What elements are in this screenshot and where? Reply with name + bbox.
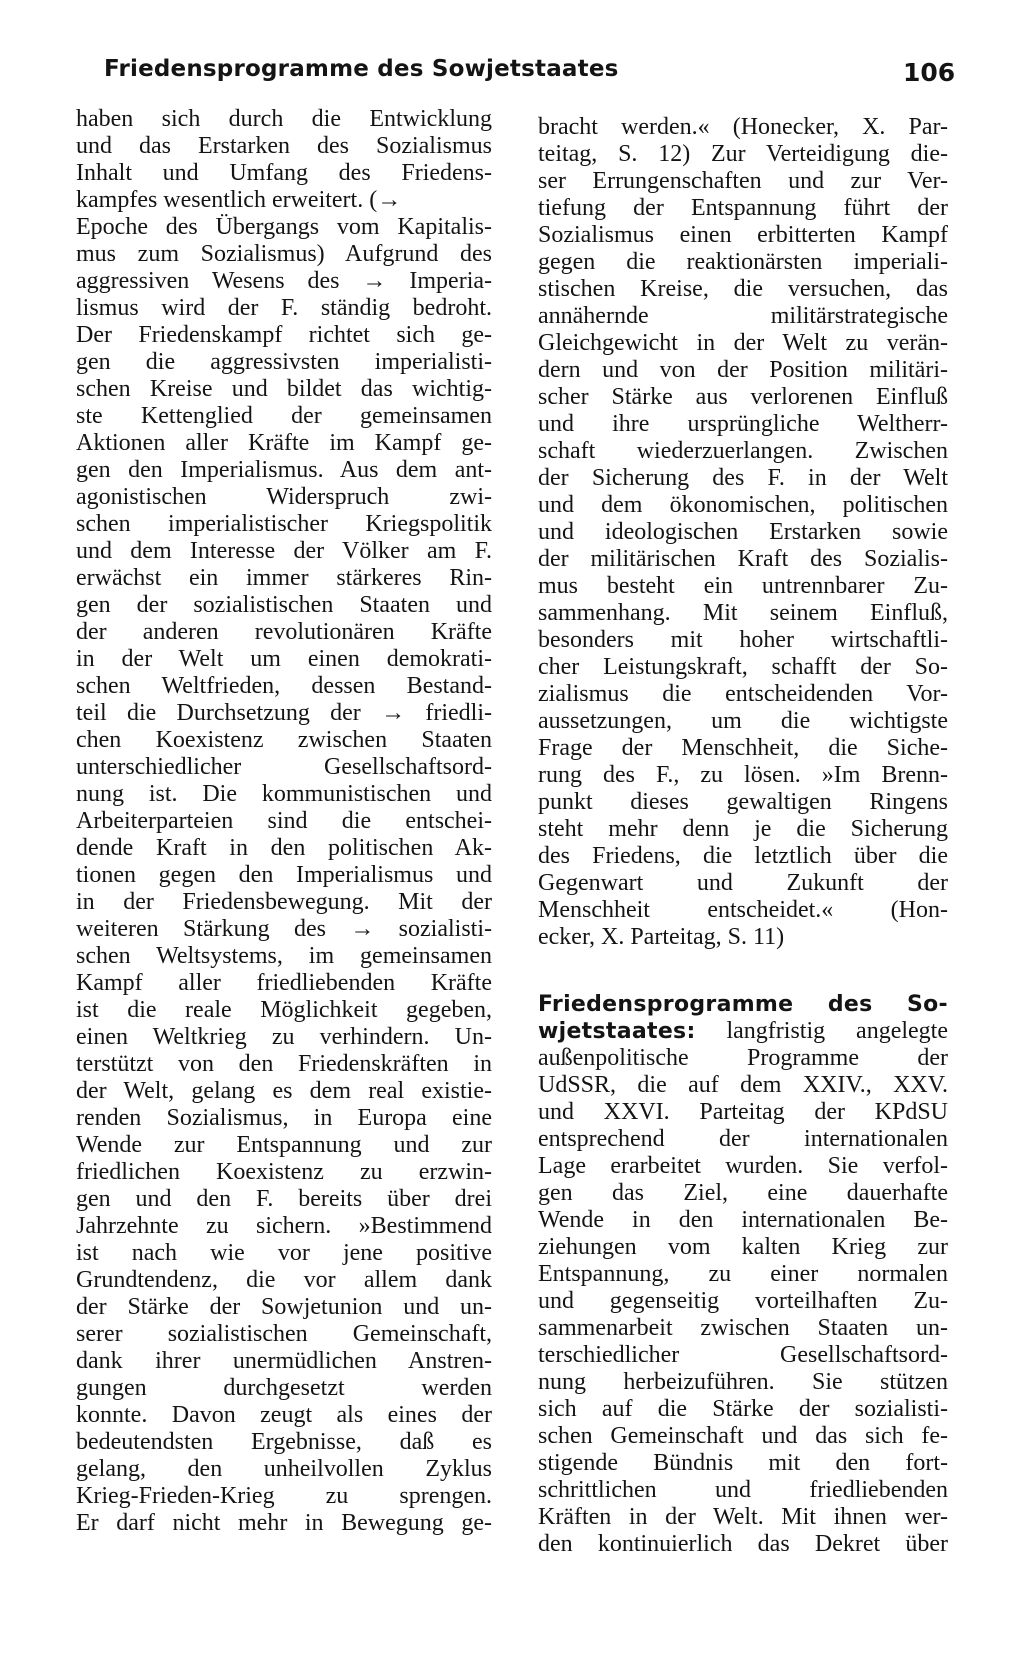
text-line: in der Welt um einen demokrati-: [76, 646, 492, 672]
text-line: ist die reale Möglichkeit gegeben,: [76, 997, 492, 1023]
text-line: Krieg-Frieden-Krieg zu sprengen.: [76, 1483, 492, 1509]
text-line: dende Kraft in den politischen Ak-: [76, 835, 492, 861]
text-line: ziehungen vom kalten Krieg zur: [538, 1234, 948, 1260]
text-line: schen Weltsystems, im gemeinsamen: [76, 943, 492, 969]
text-line: serer sozialistischen Gemeinschaft,: [76, 1321, 492, 1347]
text-line: renden Sozialismus, in Europa eine: [76, 1105, 492, 1131]
text-line: und dem Interesse der Völker am F.: [76, 538, 492, 564]
text-line: kampfes wesentlich erweitert. (→: [76, 187, 402, 213]
right-text-column: [538, 114, 948, 1558]
left-text-column: [76, 106, 492, 1537]
text-line: der Sicherung des F. in der Welt: [538, 465, 948, 491]
text-line: nung ist. Die kommunistischen und: [76, 781, 492, 807]
text-line: Menschheit entscheidet.« (Hon-: [538, 897, 948, 923]
text-line: gegen die reaktionärsten imperiali-: [538, 249, 948, 275]
text-line: nung herbeizuführen. Sie stützen: [538, 1369, 948, 1395]
text-line: schen Weltfrieden, dessen Bestand-: [76, 673, 492, 699]
text-line: schen imperialistischer Kriegspolitik: [76, 511, 492, 537]
text-line: und gegenseitig vorteilhaften Zu-: [538, 1288, 948, 1314]
text-line: und ihre ursprüngliche Weltherr-: [538, 411, 948, 437]
text-line: weiteren Stärkung des → sozialisti-: [76, 916, 492, 942]
text-line: stischen Kreise, die versuchen, das: [538, 276, 948, 302]
text-line: besonders mit hoher wirtschaftli-: [538, 627, 948, 653]
text-line: der Welt, gelang es dem real existie-: [76, 1078, 492, 1104]
text-line: gen das Ziel, eine dauerhafte: [538, 1180, 948, 1206]
text-line: sich auf die Stärke der sozialisti-: [538, 1396, 948, 1422]
text-line: Epoche des Übergangs vom Kapitalis-: [76, 214, 492, 240]
text-line: Frage der Menschheit, die Siche-: [538, 735, 948, 761]
text-line: in der Friedensbewegung. Mit der: [76, 889, 492, 915]
text-line: und ideologischen Erstarken sowie: [538, 519, 948, 545]
text-line: tionen gegen den Imperialismus und: [76, 862, 492, 888]
text-line: Er darf nicht mehr in Bewegung ge-: [76, 1510, 492, 1536]
text-line: Wende in den internationalen Be-: [538, 1207, 948, 1233]
text-line: ecker, X. Parteitag, S. 11): [538, 924, 785, 950]
text-line: gen der sozialistischen Staaten und: [76, 592, 492, 618]
running-head: Friedensprogramme des Sowjetstaates: [104, 56, 619, 82]
text-line: und dem ökonomischen, politischen: [538, 492, 948, 518]
text-line: bracht werden.« (Honecker, X. Par-: [538, 114, 948, 140]
text-line: Jahrzehnte zu sichern. »Bestimmend: [76, 1213, 492, 1239]
text-line: aggressiven Wesens des → Imperia-: [76, 268, 492, 294]
text-line: terschiedlicher Gesellschaftsord-: [538, 1342, 948, 1368]
text-line: Der Friedenskampf richtet sich ge-: [76, 322, 492, 348]
text-line: sammenarbeit zwischen Staaten un-: [538, 1315, 948, 1341]
text-line: Arbeiterparteien sind die entschei-: [76, 808, 492, 834]
text-line: ser Errungenschaften und zur Ver-: [538, 168, 948, 194]
entry-definition-text: langfristig angelegte: [695, 1018, 948, 1044]
text-line: einen Weltkrieg zu verhindern. Un-: [76, 1024, 492, 1050]
text-line: scher Stärke aus verlorenen Einfluß: [538, 384, 948, 410]
text-line: aussetzungen, um die wichtigste: [538, 708, 948, 734]
text-line: Lage erarbeitet wurden. Sie verfol-: [538, 1153, 948, 1179]
text-line: punkt dieses gewaltigen Ringens: [538, 789, 948, 815]
text-line: schen Gemeinschaft und das sich fe-: [538, 1423, 948, 1449]
text-line: Entspannung, zu einer normalen: [538, 1261, 948, 1287]
text-line: terstützt von den Friedenskräften in: [76, 1051, 492, 1077]
text-line: sammenhang. Mit seinem Einfluß,: [538, 600, 948, 626]
text-line: dern und von der Position militäri-: [538, 357, 948, 383]
text-line: bedeutendsten Ergebnisse, daß es: [76, 1429, 492, 1455]
text-line: außenpolitische Programme der: [538, 1045, 948, 1071]
text-line: chen Koexistenz zwischen Staaten: [76, 727, 492, 753]
text-line: unterschiedlicher Gesellschaftsord-: [76, 754, 492, 780]
text-line: teil die Durchsetzung der → friedli-: [76, 700, 492, 726]
text-line: schen Kreise und bildet das wichtig-: [76, 376, 492, 402]
text-line: annähernde militärstrategische: [538, 303, 948, 329]
text-line: ste Kettenglied der gemeinsamen: [76, 403, 492, 429]
text-line: zialismus die entscheidenden Vor-: [538, 681, 948, 707]
text-line: gelang, den unheilvollen Zyklus: [76, 1456, 492, 1482]
text-line: und das Erstarken des Sozialismus: [76, 133, 492, 159]
text-line: agonistischen Widerspruch zwi-: [76, 484, 492, 510]
text-line: haben sich durch die Entwicklung: [76, 106, 492, 132]
text-line: Sozialismus einen erbitterten Kampf: [538, 222, 948, 248]
text-line: der Stärke der Sowjetunion und un-: [76, 1294, 492, 1320]
text-line: konnte. Davon zeugt als eines der: [76, 1402, 492, 1428]
text-line: stigende Bündnis mit den fort-: [538, 1450, 948, 1476]
text-line: tiefung der Entspannung führt der: [538, 195, 948, 221]
text-line: steht mehr denn je die Sicherung: [538, 816, 948, 842]
text-line: dank ihrer unermüdlichen Anstren-: [76, 1348, 492, 1374]
text-line: Wende zur Entspannung und zur: [76, 1132, 492, 1158]
text-line: ist nach wie vor jene positive: [76, 1240, 492, 1266]
text-line: schaft wiederzuerlangen. Zwischen: [538, 438, 948, 464]
text-line: [538, 1018, 948, 1045]
text-line: erwächst ein immer stärkeres Rin-: [76, 565, 492, 591]
text-line: Kampf aller friedliebenden Kräfte: [76, 970, 492, 996]
entry-keyword: Friedensprogramme des So-: [538, 992, 948, 1017]
text-line: der anderen revolutionären Kräfte: [76, 619, 492, 645]
text-line: entsprechend der internationalen: [538, 1126, 948, 1152]
paragraph-gap: [538, 951, 948, 991]
text-line: der militärischen Kraft des Sozialis-: [538, 546, 948, 572]
text-line: gungen durchgesetzt werden: [76, 1375, 492, 1401]
text-line: cher Leistungskraft, schafft der So-: [538, 654, 948, 680]
text-line: des Friedens, die letztlich über die: [538, 843, 948, 869]
page-number: 106: [903, 58, 956, 87]
text-line: teitag, S. 12) Zur Verteidigung die-: [538, 141, 948, 167]
text-line: gen die aggressivsten imperialisti-: [76, 349, 492, 375]
text-line: mus besteht ein untrennbarer Zu-: [538, 573, 948, 599]
text-line: [538, 991, 948, 1018]
text-line: Kräften in der Welt. Mit ihnen wer-: [538, 1504, 948, 1530]
text-line: den kontinuierlich das Dekret über: [538, 1531, 948, 1557]
text-line: mus zum Sozialismus) Aufgrund des: [76, 241, 492, 267]
text-line: Inhalt und Umfang des Friedens-: [76, 160, 492, 186]
text-line: Gleichgewicht in der Welt zu verän-: [538, 330, 948, 356]
text-line: friedlichen Koexistenz zu erzwin-: [76, 1159, 492, 1185]
text-line: UdSSR, die auf dem XXIV., XXV.: [538, 1072, 948, 1098]
text-line: Gegenwart und Zukunft der: [538, 870, 948, 896]
text-line: gen den Imperialismus. Aus dem ant-: [76, 457, 492, 483]
text-line: gen und den F. bereits über drei: [76, 1186, 492, 1212]
text-line: rung des F., zu lösen. »Im Brenn-: [538, 762, 948, 788]
entry-keyword: wjetstaates:: [538, 1019, 696, 1044]
text-line: und XXVI. Parteitag der KPdSU: [538, 1099, 948, 1125]
text-line: lismus wird der F. ständig bedroht.: [76, 295, 492, 321]
text-line: Aktionen aller Kräfte im Kampf ge-: [76, 430, 492, 456]
text-line: schrittlichen und friedliebenden: [538, 1477, 948, 1503]
text-line: Grundtendenz, die vor allem dank: [76, 1267, 492, 1293]
